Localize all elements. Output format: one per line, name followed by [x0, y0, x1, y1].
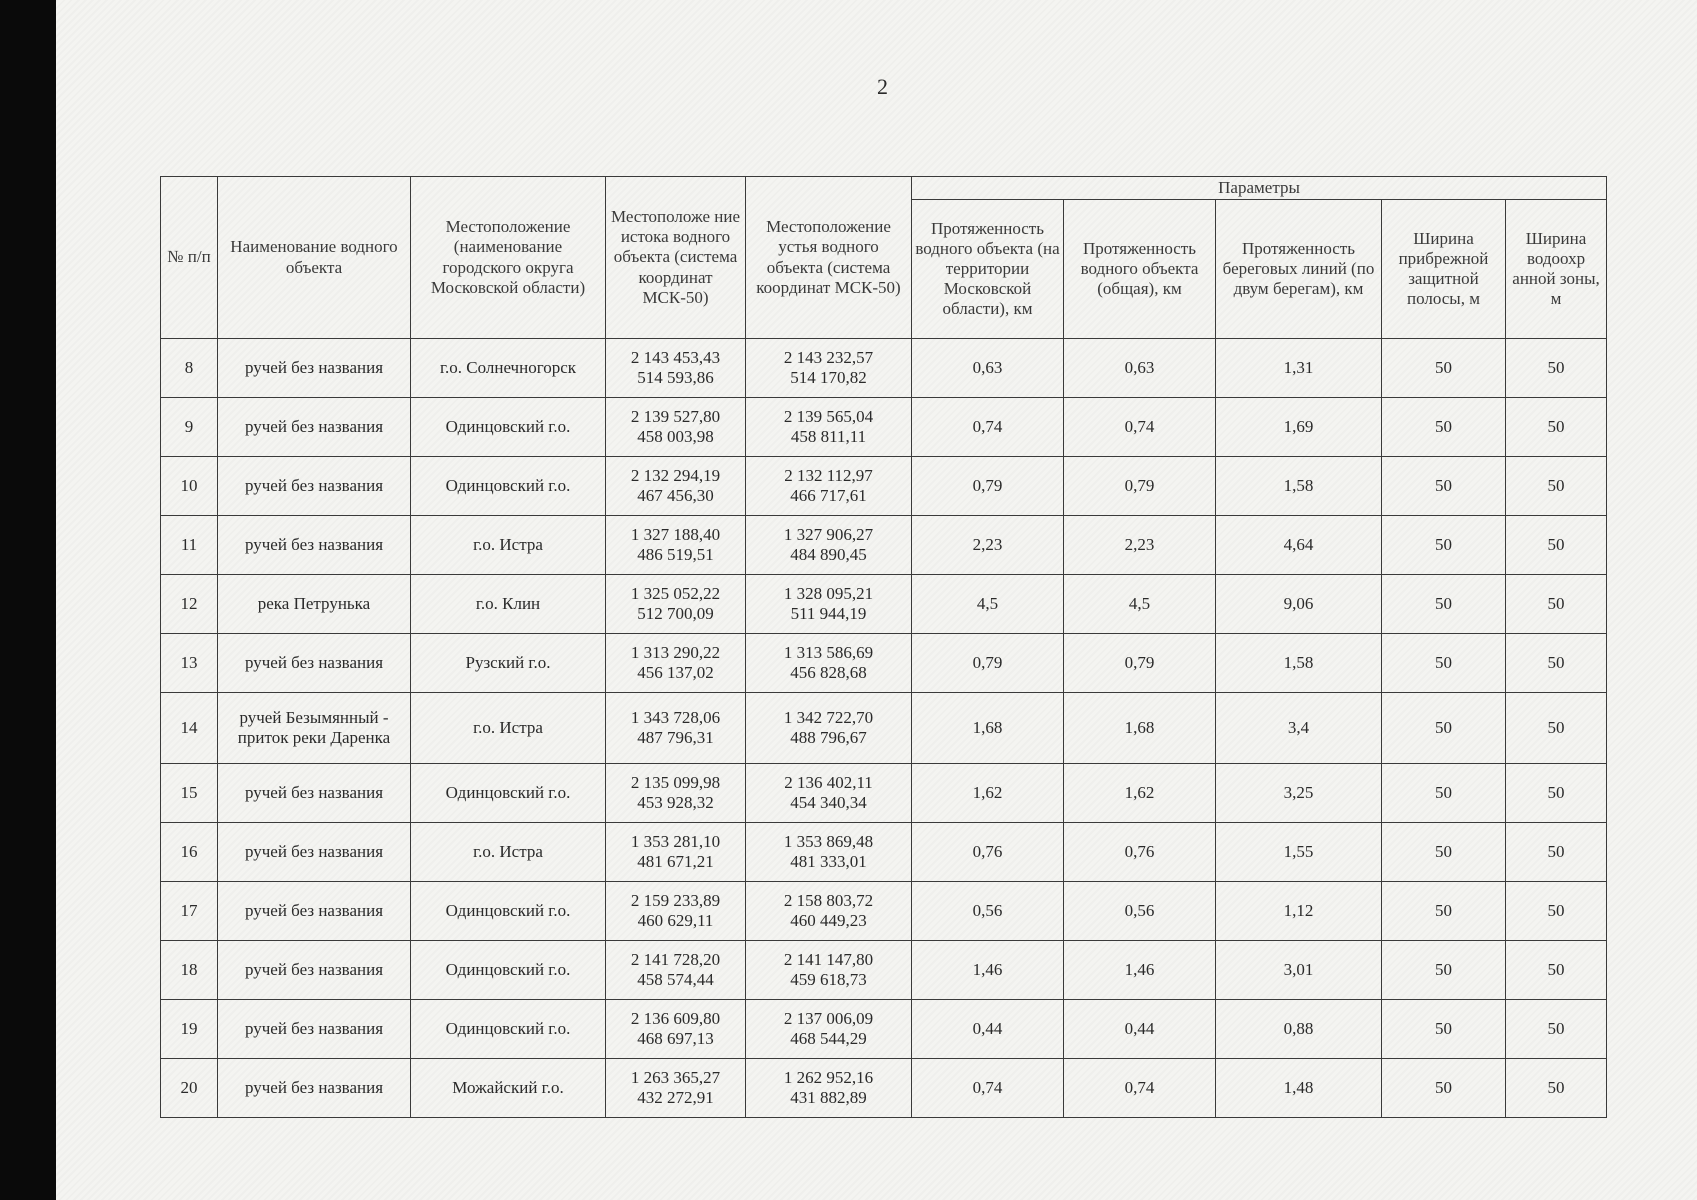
header-length-mo: Протяженность водного объекта (на территории Московской области), км	[912, 200, 1064, 339]
cell-length-mo: 0,74	[912, 398, 1064, 457]
table-row	[161, 941, 1607, 1000]
cell-length-mo: 2,23	[912, 516, 1064, 575]
cell-mouth	[746, 457, 912, 516]
coordinate-value: 514 593,86	[637, 368, 714, 387]
cell-name: ручей без названия	[218, 823, 411, 882]
coordinate-value: 1 325 052,22	[630, 583, 721, 603]
cell-zone: 50	[1506, 1000, 1607, 1059]
coordinate-value: 1 313 290,22	[630, 642, 721, 662]
table-row	[161, 882, 1607, 941]
cell-location: Одинцовский г.о.	[411, 764, 606, 823]
cell-source	[606, 1059, 746, 1118]
cell-strip: 50	[1382, 1000, 1506, 1059]
cell-length-total: 0,44	[1064, 1000, 1216, 1059]
coordinate-value: 481 333,01	[790, 852, 867, 871]
cell-banks: 3,01	[1216, 941, 1382, 1000]
coordinate-value: 2 135 099,98	[630, 772, 721, 792]
cell-banks: 4,64	[1216, 516, 1382, 575]
table-row	[161, 823, 1607, 882]
coordinate-value: 468 697,13	[637, 1029, 714, 1048]
cell-zone: 50	[1506, 693, 1607, 764]
cell-num: 15	[161, 764, 218, 823]
header-params: Параметры	[912, 177, 1607, 200]
cell-num: 19	[161, 1000, 218, 1059]
cell-name: ручей без названия	[218, 941, 411, 1000]
table-row	[161, 693, 1607, 764]
cell-name: ручей без названия	[218, 1000, 411, 1059]
header-name: Наименование водного объекта	[218, 177, 411, 339]
cell-length-mo: 0,76	[912, 823, 1064, 882]
coordinate-value: 458 003,98	[637, 427, 714, 446]
cell-mouth	[746, 882, 912, 941]
coordinate-value: 468 544,29	[790, 1029, 867, 1048]
cell-name: ручей без названия	[218, 764, 411, 823]
cell-length-mo: 4,5	[912, 575, 1064, 634]
cell-mouth	[746, 764, 912, 823]
cell-length-total: 1,68	[1064, 693, 1216, 764]
cell-location: Одинцовский г.о.	[411, 457, 606, 516]
cell-mouth	[746, 823, 912, 882]
coordinate-value: 2 132 294,19	[630, 465, 721, 485]
cell-length-mo: 0,56	[912, 882, 1064, 941]
cell-num: 20	[161, 1059, 218, 1118]
table-row	[161, 1059, 1607, 1118]
coordinate-value: 453 928,32	[637, 793, 714, 812]
cell-name: ручей без названия	[218, 882, 411, 941]
coordinate-value: 1 262 952,16	[783, 1067, 874, 1087]
cell-banks: 1,12	[1216, 882, 1382, 941]
cell-num: 18	[161, 941, 218, 1000]
coordinate-value: 431 882,89	[790, 1088, 867, 1107]
cell-location: Одинцовский г.о.	[411, 941, 606, 1000]
table-row	[161, 339, 1607, 398]
cell-location: Одинцовский г.о.	[411, 882, 606, 941]
header-mouth: Местоположение устья водного объекта (система координат МСК-50)	[746, 177, 912, 339]
cell-zone: 50	[1506, 823, 1607, 882]
coordinate-value: 432 272,91	[637, 1088, 714, 1107]
header-banks: Протяженность береговых линий (по двум берегам), км	[1216, 200, 1382, 339]
cell-length-total: 0,79	[1064, 634, 1216, 693]
coordinate-value: 456 137,02	[637, 663, 714, 682]
cell-mouth	[746, 398, 912, 457]
cell-length-total: 0,74	[1064, 398, 1216, 457]
cell-num: 12	[161, 575, 218, 634]
cell-banks: 1,55	[1216, 823, 1382, 882]
cell-banks: 3,4	[1216, 693, 1382, 764]
cell-zone: 50	[1506, 1059, 1607, 1118]
coordinate-value: 514 170,82	[790, 368, 867, 387]
header-source: Местоположе ние истока водного объекта (система координат МСК-50)	[606, 177, 746, 339]
cell-location: г.о. Истра	[411, 516, 606, 575]
cell-zone: 50	[1506, 941, 1607, 1000]
cell-strip: 50	[1382, 457, 1506, 516]
cell-source	[606, 693, 746, 764]
header-num: № п/п	[161, 177, 218, 339]
cell-zone: 50	[1506, 516, 1607, 575]
coordinate-value: 2 141 728,20	[630, 949, 721, 969]
cell-source	[606, 634, 746, 693]
cell-banks: 1,48	[1216, 1059, 1382, 1118]
coordinate-value: 511 944,19	[790, 604, 867, 623]
table-row	[161, 1000, 1607, 1059]
cell-location: Одинцовский г.о.	[411, 398, 606, 457]
table-row	[161, 634, 1607, 693]
coordinate-value: 2 139 565,04	[783, 406, 874, 426]
cell-mouth	[746, 339, 912, 398]
coordinate-value: 488 796,67	[790, 728, 867, 747]
coordinate-value: 481 671,21	[637, 852, 714, 871]
cell-name: река Петрунька	[218, 575, 411, 634]
cell-strip: 50	[1382, 339, 1506, 398]
coordinate-value: 1 342 722,70	[783, 707, 874, 727]
cell-location: Можайский г.о.	[411, 1059, 606, 1118]
cell-length-mo: 0,79	[912, 634, 1064, 693]
coordinate-value: 458 811,11	[790, 427, 867, 446]
cell-mouth	[746, 575, 912, 634]
coordinate-value: 467 456,30	[637, 486, 714, 505]
coordinate-value: 454 340,34	[790, 793, 867, 812]
cell-strip: 50	[1382, 764, 1506, 823]
header-location: Местоположение (наименование городского округа Московской области)	[411, 177, 606, 339]
coordinate-value: 2 141 147,80	[783, 949, 874, 969]
cell-num: 14	[161, 693, 218, 764]
cell-length-mo: 0,63	[912, 339, 1064, 398]
header-protection-zone: Ширина водоохр анной зоны, м	[1506, 200, 1607, 339]
cell-num: 10	[161, 457, 218, 516]
cell-location: г.о. Истра	[411, 693, 606, 764]
coordinate-value: 484 890,45	[790, 545, 867, 564]
cell-num: 9	[161, 398, 218, 457]
table-row	[161, 764, 1607, 823]
coordinate-value: 1 328 095,21	[783, 583, 874, 603]
coordinate-value: 466 717,61	[790, 486, 867, 505]
cell-source	[606, 764, 746, 823]
water-objects-table	[160, 176, 1607, 1118]
cell-source	[606, 516, 746, 575]
cell-strip: 50	[1382, 516, 1506, 575]
coordinate-value: 487 796,31	[637, 728, 714, 747]
cell-strip: 50	[1382, 398, 1506, 457]
cell-location: г.о. Клин	[411, 575, 606, 634]
coordinate-value: 2 139 527,80	[630, 406, 721, 426]
coordinate-value: 2 137 006,09	[783, 1008, 874, 1028]
cell-zone: 50	[1506, 882, 1607, 941]
cell-name: ручей без названия	[218, 398, 411, 457]
cell-length-total: 0,63	[1064, 339, 1216, 398]
cell-source	[606, 575, 746, 634]
coordinate-value: 2 158 803,72	[783, 890, 874, 910]
cell-length-mo: 0,79	[912, 457, 1064, 516]
cell-source	[606, 941, 746, 1000]
header-length-total: Протяженность водного объекта (общая), км	[1064, 200, 1216, 339]
cell-zone: 50	[1506, 457, 1607, 516]
cell-location: Рузский г.о.	[411, 634, 606, 693]
cell-zone: 50	[1506, 764, 1607, 823]
coordinate-value: 459 618,73	[790, 970, 867, 989]
cell-strip: 50	[1382, 1059, 1506, 1118]
cell-num: 11	[161, 516, 218, 575]
page-number: 2	[877, 74, 888, 99]
cell-zone: 50	[1506, 575, 1607, 634]
cell-location: г.о. Солнечногорск	[411, 339, 606, 398]
coordinate-value: 2 136 609,80	[630, 1008, 721, 1028]
coordinate-value: 1 353 281,10	[630, 831, 721, 851]
coordinate-value: 2 143 453,43	[630, 347, 721, 367]
coordinate-value: 486 519,51	[637, 545, 714, 564]
coordinate-value: 2 159 233,89	[630, 890, 721, 910]
cell-mouth	[746, 634, 912, 693]
cell-strip: 50	[1382, 882, 1506, 941]
table-body	[161, 339, 1607, 1118]
cell-location: г.о. Истра	[411, 823, 606, 882]
cell-strip: 50	[1382, 634, 1506, 693]
cell-num: 16	[161, 823, 218, 882]
coordinate-value: 1 327 188,40	[630, 524, 721, 544]
cell-length-mo: 0,74	[912, 1059, 1064, 1118]
cell-strip: 50	[1382, 823, 1506, 882]
cell-banks: 1,31	[1216, 339, 1382, 398]
cell-banks: 1,58	[1216, 634, 1382, 693]
coordinate-value: 1 327 906,27	[783, 524, 874, 544]
cell-length-total: 1,46	[1064, 941, 1216, 1000]
cell-banks: 9,06	[1216, 575, 1382, 634]
cell-name: ручей без названия	[218, 1059, 411, 1118]
cell-source	[606, 398, 746, 457]
coordinate-value: 2 136 402,11	[784, 772, 873, 792]
cell-strip: 50	[1382, 575, 1506, 634]
cell-length-mo: 0,44	[912, 1000, 1064, 1059]
table-row	[161, 575, 1607, 634]
cell-length-total: 0,76	[1064, 823, 1216, 882]
header-coastal-strip: Ширина прибрежной защитной полосы, м	[1382, 200, 1506, 339]
cell-mouth	[746, 516, 912, 575]
cell-mouth	[746, 1000, 912, 1059]
cell-length-total: 1,62	[1064, 764, 1216, 823]
cell-name: ручей без названия	[218, 457, 411, 516]
cell-mouth	[746, 941, 912, 1000]
cell-name: ручей Безымянный - приток реки Даренка	[218, 693, 411, 764]
coordinate-value: 1 313 586,69	[783, 642, 874, 662]
cell-zone: 50	[1506, 634, 1607, 693]
cell-mouth	[746, 693, 912, 764]
cell-banks: 1,58	[1216, 457, 1382, 516]
cell-strip: 50	[1382, 693, 1506, 764]
cell-length-total: 2,23	[1064, 516, 1216, 575]
coordinate-value: 458 574,44	[637, 970, 714, 989]
table-row	[161, 398, 1607, 457]
cell-length-total: 0,74	[1064, 1059, 1216, 1118]
cell-name: ручей без названия	[218, 516, 411, 575]
table-row	[161, 457, 1607, 516]
coordinate-value: 512 700,09	[637, 604, 714, 623]
cell-zone: 50	[1506, 339, 1607, 398]
cell-name: ручей без названия	[218, 339, 411, 398]
table-row	[161, 516, 1607, 575]
cell-source	[606, 339, 746, 398]
cell-length-total: 4,5	[1064, 575, 1216, 634]
cell-length-mo: 1,46	[912, 941, 1064, 1000]
coordinate-value: 1 343 728,06	[630, 707, 721, 727]
coordinate-value: 456 828,68	[790, 663, 867, 682]
coordinate-value: 1 263 365,27	[630, 1067, 721, 1087]
scan-edge	[0, 0, 56, 1200]
cell-mouth	[746, 1059, 912, 1118]
cell-source	[606, 823, 746, 882]
coordinate-value: 460 449,23	[790, 911, 867, 930]
cell-length-total: 0,56	[1064, 882, 1216, 941]
coordinate-value: 2 143 232,57	[783, 347, 874, 367]
cell-name: ручей без названия	[218, 634, 411, 693]
cell-banks: 3,25	[1216, 764, 1382, 823]
cell-num: 17	[161, 882, 218, 941]
coordinate-value: 460 629,11	[637, 911, 714, 930]
coordinate-value: 1 353 869,48	[783, 831, 874, 851]
cell-banks: 1,69	[1216, 398, 1382, 457]
cell-location: Одинцовский г.о.	[411, 1000, 606, 1059]
cell-num: 8	[161, 339, 218, 398]
coordinate-value: 2 132 112,97	[784, 465, 873, 485]
cell-length-mo: 1,62	[912, 764, 1064, 823]
cell-source	[606, 457, 746, 516]
cell-num: 13	[161, 634, 218, 693]
cell-source	[606, 1000, 746, 1059]
cell-source	[606, 882, 746, 941]
cell-banks: 0,88	[1216, 1000, 1382, 1059]
cell-length-total: 0,79	[1064, 457, 1216, 516]
cell-length-mo: 1,68	[912, 693, 1064, 764]
cell-zone: 50	[1506, 398, 1607, 457]
cell-strip: 50	[1382, 941, 1506, 1000]
